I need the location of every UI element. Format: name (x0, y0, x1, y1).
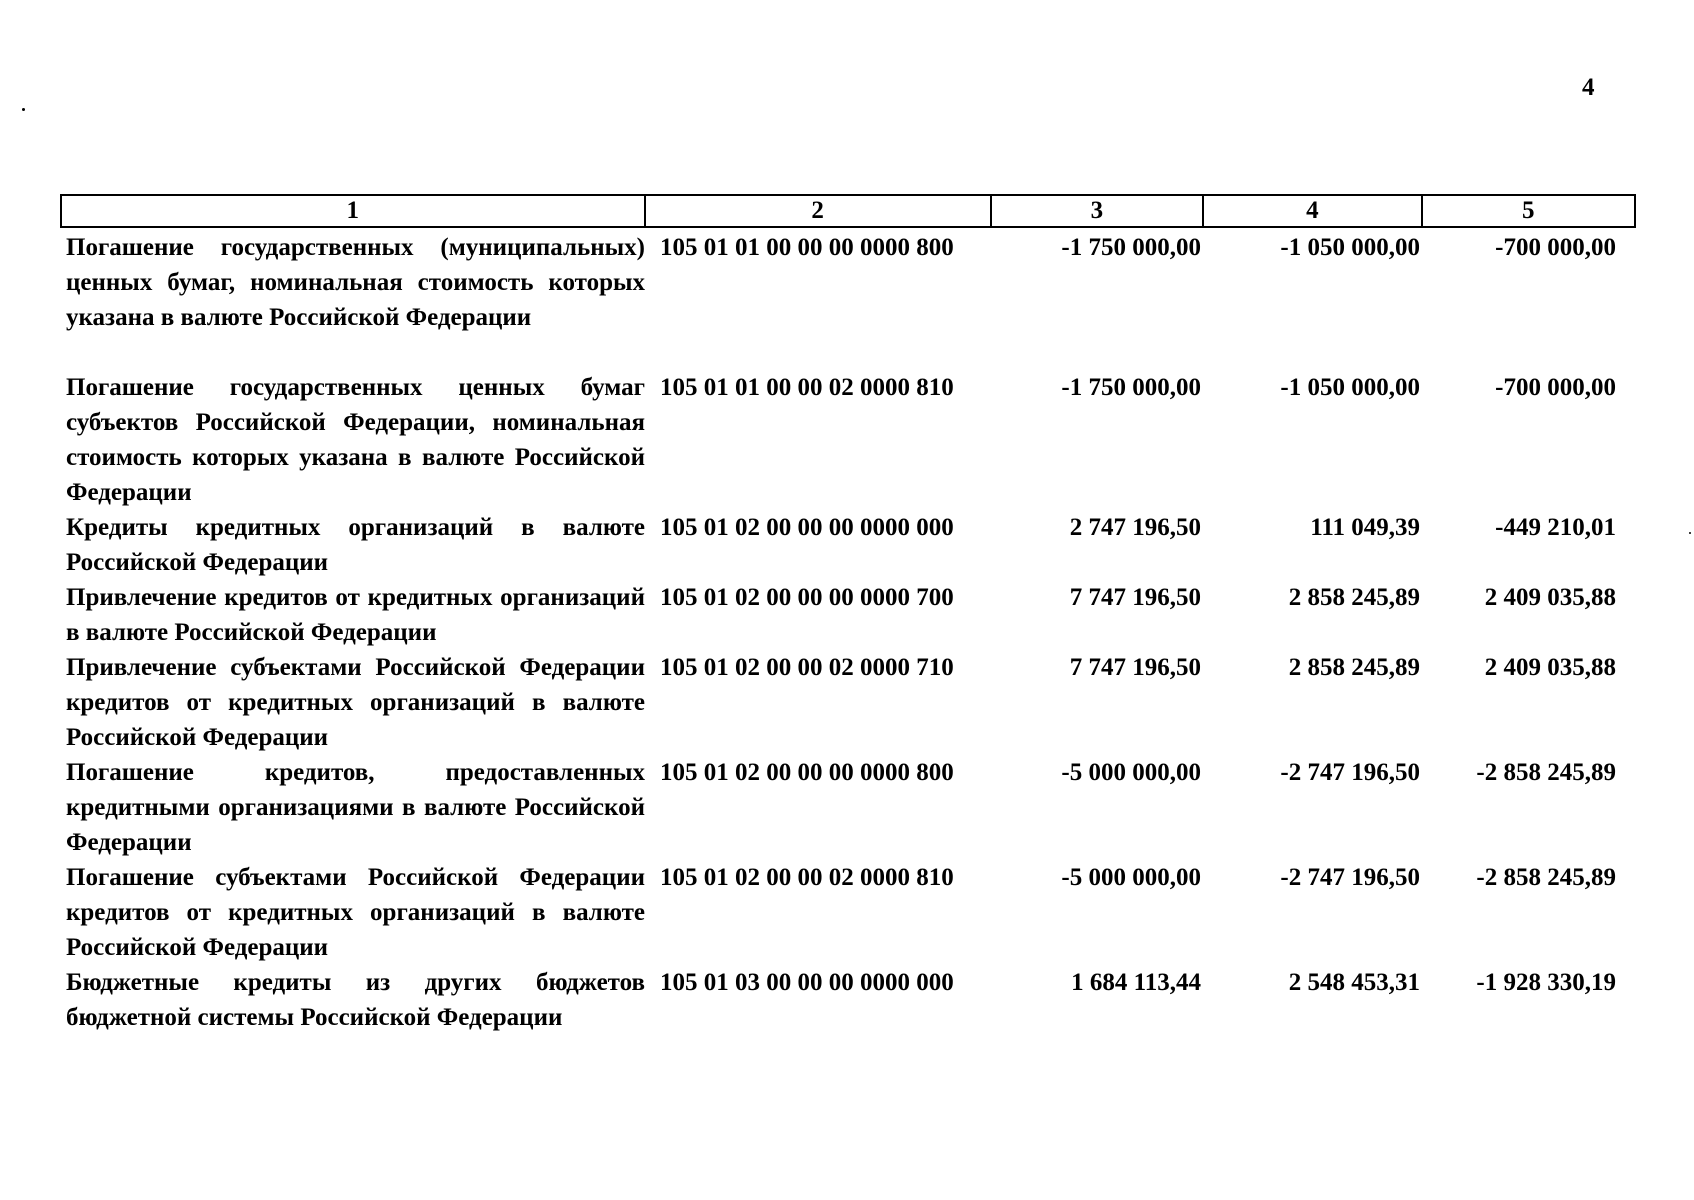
row-code: 105 01 02 00 00 00 0000 000 (660, 514, 954, 541)
row-code: 105 01 03 00 00 00 0000 000 (660, 969, 954, 996)
row-code: 105 01 02 00 00 02 0000 810 (660, 864, 954, 891)
row-code: 105 01 01 00 00 02 0000 810 (660, 374, 954, 401)
scan-speck (22, 108, 25, 111)
row-value-4: 2 548 453,31 (1288, 969, 1420, 996)
row-name: Погашение государственных ценных бумаг субъектов Российской Федерации, номинальная стоимость которых указана в валюте Российской Федерации (66, 374, 645, 506)
row-value-4: -1 050 000,00 (1280, 234, 1420, 261)
row-code: 105 01 02 00 00 02 0000 710 (660, 654, 954, 681)
row-value-3: -5 000 000,00 (1061, 864, 1201, 891)
table-row (60, 230, 1636, 370)
row-value-5: -1 928 330,19 (1476, 969, 1616, 996)
sources-financing-table (60, 194, 1636, 1035)
column-header-2: 2 (646, 196, 992, 226)
row-name: Погашение субъектами Российской Федерации кредитов от кредитных организаций в валюте Российской Федерации (66, 864, 645, 961)
row-value-3: 1 684 113,44 (1071, 969, 1201, 996)
row-value-5: 2 409 035,88 (1484, 654, 1616, 681)
row-name: Кредиты кредитных организаций в валюте Российской Федерации (66, 514, 645, 576)
table-row (60, 755, 1636, 860)
table-row (60, 510, 1636, 580)
row-value-4: -2 747 196,50 (1280, 864, 1420, 891)
column-header-3: 3 (992, 196, 1204, 226)
row-value-5: -700 000,00 (1495, 374, 1616, 401)
row-code: 105 01 02 00 00 00 0000 800 (660, 759, 954, 786)
row-value-5: -449 210,01 (1495, 514, 1616, 541)
row-name: Бюджетные кредиты из других бюджетов бюджетной системы Российской Федерации (66, 969, 645, 1031)
row-value-3: 2 747 196,50 (1069, 514, 1201, 541)
page-number: 4 (1582, 74, 1595, 101)
row-name: Привлечение кредитов от кредитных организаций в валюте Российской Федерации (66, 584, 645, 646)
row-value-4: -1 050 000,00 (1280, 374, 1420, 401)
row-value-3: 7 747 196,50 (1069, 584, 1201, 611)
row-value-5: -700 000,00 (1495, 234, 1616, 261)
column-header-5: 5 (1522, 197, 1535, 224)
table-header-row (60, 194, 1636, 228)
row-value-4: 2 858 245,89 (1288, 654, 1420, 681)
row-value-4: 111 049,39 (1310, 514, 1420, 541)
row-name: Погашение государственных (муниципальных) ценных бумаг, номинальная стоимость которых указана в валюте Российской Федерации (66, 234, 645, 331)
row-value-3: 7 747 196,50 (1069, 654, 1201, 681)
row-value-4: 2 858 245,89 (1288, 584, 1420, 611)
table-row (60, 370, 1636, 510)
row-value-5: 2 409 035,88 (1484, 584, 1616, 611)
table-row (60, 860, 1636, 965)
column-header-4: 4 (1204, 196, 1422, 226)
row-name: Погашение кредитов, предоставленных кредитными организациями в валюте Российской Федерации (66, 759, 645, 856)
column-header-1: 1 (62, 196, 646, 226)
row-value-3: -1 750 000,00 (1061, 374, 1201, 401)
row-code: 105 01 02 00 00 00 0000 700 (660, 584, 954, 611)
row-code: 105 01 01 00 00 00 0000 800 (660, 234, 954, 261)
row-value-3: -1 750 000,00 (1061, 234, 1201, 261)
row-value-5: -2 858 245,89 (1476, 759, 1616, 786)
row-name: Привлечение субъектами Российской Федерации кредитов от кредитных организаций в валюте Российской Федерации (66, 654, 645, 751)
table-row (60, 965, 1636, 1035)
row-value-4: -2 747 196,50 (1280, 759, 1420, 786)
table-row (60, 580, 1636, 650)
table-row (60, 650, 1636, 755)
scan-speck (1689, 532, 1691, 534)
row-value-5: -2 858 245,89 (1476, 864, 1616, 891)
row-value-3: -5 000 000,00 (1061, 759, 1201, 786)
